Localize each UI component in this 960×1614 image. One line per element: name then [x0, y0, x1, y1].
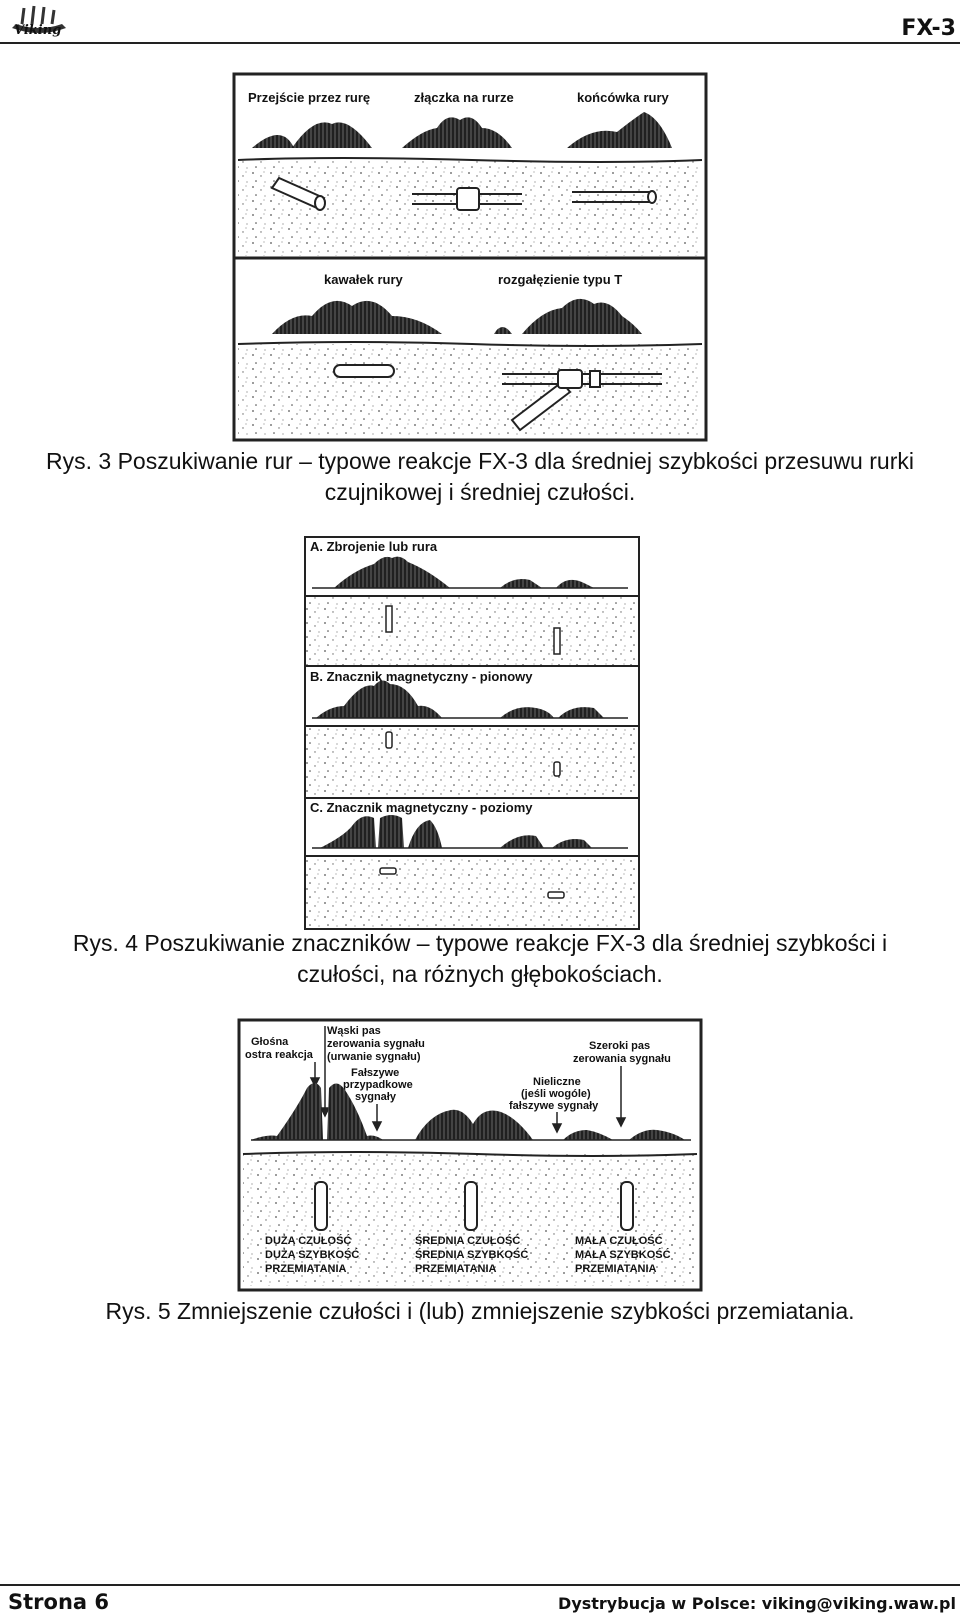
document-code: FX-3 [901, 16, 956, 41]
panel-a-rod-shallow [386, 606, 392, 632]
svg-text:DUŻA SZYBKOŚĆ: DUŻA SZYBKOŚĆ [265, 1249, 360, 1261]
figure-3-caption [0, 446, 960, 508]
svg-text:przypadkowe: przypadkowe [343, 1079, 413, 1091]
target-rod-right [621, 1182, 633, 1230]
svg-text:zerowania sygnału: zerowania sygnału [573, 1053, 671, 1065]
figure-4-caption-line-2: czułości, na różnych głębokościach. [297, 961, 663, 987]
label-low-sensitivity-low-speed [575, 1234, 671, 1275]
svg-text:Szeroki pas: Szeroki pas [589, 1040, 651, 1052]
figure-3-caption-line-2: czujnikowej i średniej czułości. [324, 479, 636, 505]
svg-text:Wąski pas: Wąski pas [327, 1025, 381, 1037]
target-rod-middle [465, 1182, 477, 1230]
figure-4-caption [0, 928, 960, 990]
svg-text:DUŻA CZUŁOŚĆ: DUŻA CZUŁOŚĆ [265, 1235, 352, 1247]
panel-c-title: C. Znacznik magnetyczny - poziomy [310, 800, 533, 815]
svg-text:fałszywe sygnały: fałszywe sygnały [509, 1100, 599, 1112]
label-pipe-end: końcówka rury [577, 90, 669, 105]
label-t-junction: rozgałęzienie typu T [498, 272, 623, 287]
figure-5-caption-line: Rys. 5 Zmniejszenie czułości i (lub) zmniejszenie szybkości przemiatania. [105, 1298, 855, 1324]
panel-b-marker-shallow [386, 732, 392, 748]
panel-b-title: B. Znacznik magnetyczny - pionowy [310, 669, 533, 684]
figure-4-caption-line-1: Rys. 4 Poszukiwanie znaczników – typowe reakcje FX-3 dla średniej szybkości i [72, 930, 888, 956]
svg-text:sygnały: sygnały [355, 1091, 396, 1103]
page-header [0, 0, 960, 46]
panel-b-marker-deep [554, 762, 560, 776]
page-number: Strona 6 [8, 1590, 109, 1614]
label-high-sensitivity-high-speed [265, 1234, 359, 1275]
svg-text:Głośna: Głośna [251, 1036, 289, 1048]
svg-text:PRZEMIATANIA: PRZEMIATANIA [415, 1263, 497, 1275]
figure-5-caption [0, 1296, 960, 1327]
svg-text:(jeśli wogóle): (jeśli wogóle) [521, 1088, 591, 1100]
svg-text:Fałszywe: Fałszywe [351, 1067, 400, 1079]
viking-logo [8, 4, 70, 38]
figure-5-sensitivity-speed [237, 1018, 703, 1292]
svg-text:PRZEMIATANIA: PRZEMIATANIA [575, 1263, 657, 1275]
svg-text:ŚREDNIA SZYBKOŚĆ: ŚREDNIA SZYBKOŚĆ [415, 1249, 529, 1261]
svg-text:PRZEMIATANIA: PRZEMIATANIA [265, 1263, 347, 1275]
label-pipe-piece: kawałek rury [324, 272, 403, 287]
svg-text:Nieliczne: Nieliczne [533, 1076, 581, 1088]
figure-3-pipe-search [232, 72, 708, 442]
panel-a-rod-deep [554, 628, 560, 654]
label-pipe-joint: złączka na rurze [414, 90, 514, 105]
panel-a-title: A. Zbrojenie lub rura [310, 539, 438, 554]
svg-text:Viking: Viking [14, 23, 62, 38]
footer-rule [0, 1584, 960, 1586]
figure-3-caption-line-1: Rys. 3 Poszukiwanie rur – typowe reakcje FX-3 dla średniej szybkości przesuwu rurki [46, 448, 914, 474]
target-rod-left [315, 1182, 327, 1230]
svg-text:MAŁA SZYBKOŚĆ: MAŁA SZYBKOŚĆ [575, 1249, 671, 1261]
svg-text:(urwanie sygnału): (urwanie sygnału) [327, 1051, 421, 1063]
svg-text:ostra reakcja: ostra reakcja [245, 1049, 313, 1061]
panel-c-marker-deep [548, 892, 564, 898]
svg-text:ŚREDNIA CZUŁOŚĆ: ŚREDNIA CZUŁOŚĆ [415, 1235, 521, 1247]
header-rule [0, 42, 960, 44]
figure-4-marker-search [304, 536, 640, 930]
svg-text:zerowania sygnału: zerowania sygnału [327, 1038, 425, 1050]
svg-text:MAŁA CZUŁOŚĆ: MAŁA CZUŁOŚĆ [575, 1235, 663, 1247]
pipe-piece [334, 365, 394, 377]
label-pipe-crossing: Przejście przez rurę [248, 90, 371, 105]
panel-c-marker-shallow [380, 868, 396, 874]
distributor-contact: Dystrybucja w Polsce: viking@viking.waw.pl [558, 1594, 956, 1613]
